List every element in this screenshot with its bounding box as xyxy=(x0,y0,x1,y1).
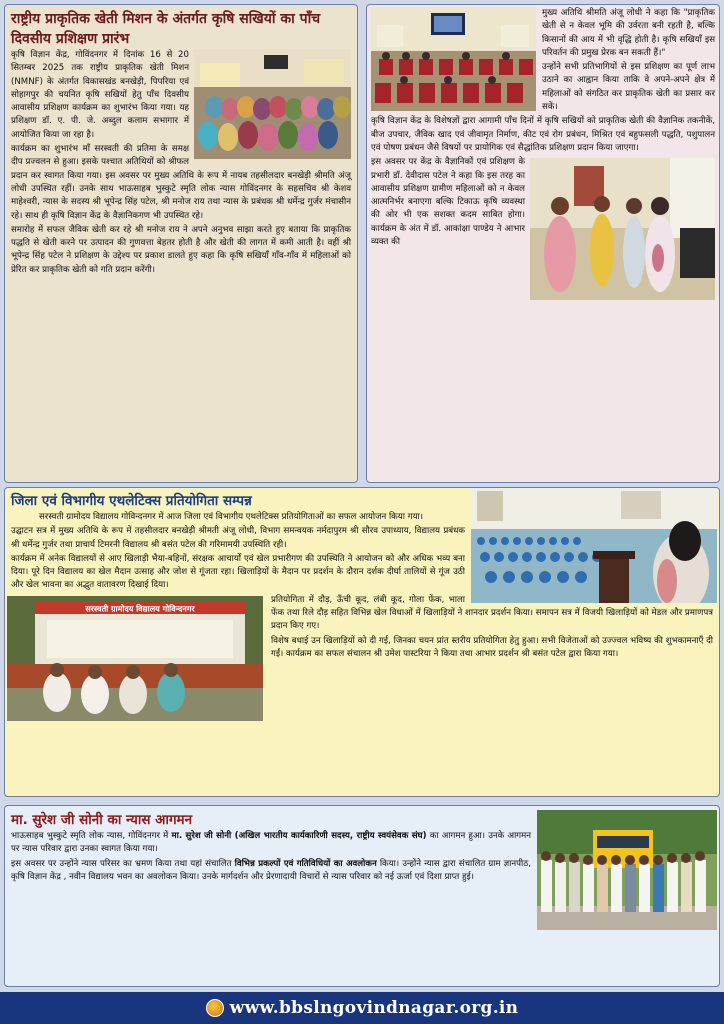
paragraph: कार्यक्रम का शुभारंभ माँ सरस्वती की प्रतिमा के समक्ष दीप प्रज्वलन से हुआ। इसके पश्चात अतिथियों को श्रीफल प्रदान कर स्वागत किया गया। इस अवसर पर मुख्य अतिथि के रूप में नायब तहसीलदार बनखेड़ी श्रीमति अंजू लोधी उपस्थित रहीं। उनके साथ भाऊसाहब भुस्कुटे स्मृति लोक न्यास गोविंदनगर के सहसचिव श्री केशव माहेश्वरी, न्यास के सदस्य श्री भूपेन्द्र सिंह पटेल, श्री मनोज राय तथा न्यास के प्रबंधक श्री धर्मेन्द्र गुर्जर मंचासीन रहे। साथ ही कृषि विज्ञान केंद्र के वैज्ञानिकगण भी उपस्थित रहे। xyxy=(11,144,351,221)
paragraph: उन्होंने सभी प्रतिभागियों से इस प्रशिक्षण का पूर्ण लाभ उठाने का आह्वान किया ताकि वे अपने-अपने क्षेत्र में महिलाओं को संगठित कर प्राकृतिक खेती का प्रसार कर सकें। xyxy=(542,62,715,113)
paragraph: कृषि विज्ञान केंद्र के विशेषज्ञों द्वारा आगामी पाँच दिनों में कृषि सखियों को प्राकृतिक खेती की वैज्ञानिक तकनीकें, बीज उपचार, जैविक खाद एवं जीवामृत निर्माण, कीट एवं रोग प्रबंधन, मिश्रित एवं बहुफसली पद्धति, पशुपालन एवं पोषण प्रबंधन जैसे विषयों पर प्रायोगिक एवं सैद्धांतिक प्रशिक्षण प्रदान किया जाएगा। xyxy=(371,116,715,153)
website-link[interactable]: www.bbslngovindnagar.org.in xyxy=(229,998,519,1018)
banner-text: सरस्वती ग्रामोदय विद्यालय गोविन्दनगर xyxy=(85,604,195,614)
suresh-soni-visit-article xyxy=(4,805,720,987)
paragraph: विशेष बधाई उन खिलाड़ियों को दी गई, जिनका चयन प्रांत स्तरीय प्रतियोगिता हेतु हुआ। सभी विजेताओं को उज्ज्वल भविष्य की शुभकामनाएँ दी गईं। कार्यक्रम का सफल संचालन श्री उमेश पास्टरिया ने किया तथा आभार प्रदर्शन श्री बसंत पटेल द्वारा किया गया। xyxy=(271,635,713,659)
seminar-audience-photo xyxy=(371,7,536,111)
paragraph: सरस्वती ग्रामोदय विद्यालय गोविन्दनगर में आज जिला एवं विभागीय एथलेटिक्स प्रतियोगिताओं का सफल आयोजन किया गया। xyxy=(39,512,424,522)
paragraph: प्रतियोगिता में दौड़, ऊँची कूद, लंबी कूद, गोला फेंक, भाला फेंक तथा रिले दौड़ सहित विभिन्न खेल विधाओं में खिलाड़ियों ने शानदार प्रदर्शन किया। समापन सत्र में विजयी खिलाड़ियों को मेडल और प्रमाणपत्र प्रदान किए गए। xyxy=(271,594,713,632)
text-segment: इस अवसर पर उन्होंने न्यास परिसर का भ्रमण किया तथा यहां संचालित xyxy=(11,858,235,869)
text-segment: का आगमन हुआ। उनके आगमन पर न्यास परिवार द्वारा उनका स्वागत किया गया। xyxy=(11,831,531,855)
article-heading: राष्ट्रीय प्राकृतिक खेती मिशन के अंतर्गत कृषि सखियों का पाँच दिवसीय प्रशिक्षण प्रारंभ xyxy=(11,11,321,47)
paragraph: मुख्य अतिथि श्रीमति अंजू लोधी ने कहा कि "प्राकृतिक खेती से न केवल भूमि की उर्वरता बनी रहती है, बल्कि किसानों की आय में भी वृद्धि होती है। कृषि सखियाँ इस परिवर्तन की प्रमुख प्रेरक बन सकती हैं।" xyxy=(542,8,715,58)
globe-icon xyxy=(206,999,224,1017)
article-body xyxy=(11,49,351,277)
athletics-competition-article xyxy=(4,487,720,797)
highlight-text: विभिन्न प्रकल्पों एवं गतिविधियों का अवलोकन xyxy=(234,858,377,869)
guest-felicitation-photo xyxy=(530,158,715,300)
text-segment: भाऊसाहब भुस्कुटे स्मृति लोक न्यास, गोविंदनगर में xyxy=(11,831,172,841)
paragraph: उद्घाटन सत्र में मुख्य अतिथि के रूप में तहसीलदार बनखेड़ी श्रीमती अंजू लोधी, विभाग समन्वयक नर्मदापुरम श्री सौरव उपाध्याय, विद्यालय प्रबंधक श्री धर्मेन्द्र गुर्जर तथा प्राचार्य टिमरनी विद्यालय श्री बसंत पटेल की गरिमामयी उपस्थिति रही। xyxy=(11,526,465,550)
paragraph: कार्यक्रम में अनेक विद्यालयों से आए खिलाड़ी भैया-बहिनों, संरक्षक आचार्यों एवं खेल प्रभारीगण की उपस्थिति ने आयोजन को और अधिक भव्य बना दिया। पूरे दिन विद्यालय का खेल मैदान उत्साह और जोश से गूंजता रहा। खिलाड़ियों के मैदान पर प्रदर्शन के दौरान दर्शक दीर्घा तालियों से गूंज उठी और खेल भावना का अद्भुत वातावरण दिखाई दिया। xyxy=(11,553,465,591)
training-hall-photo xyxy=(194,49,351,159)
paragraph: कृषि विज्ञान केंद्र, गोविंदनगर में दिनांक 16 से 20 सितम्बर 2025 तक राष्ट्रीय प्राकृतिक खेती मिशन (NMNF) के अंतर्गत विकासखंड बनखेड़ी, पिपरिया एवं सोहागपुर की चयनित कृषि सखियों हेतु पाँच दिवसीय आवासीय प्रशिक्षण कार्यक्रम का शुभारंभ किया गया। यह प्रशिक्षण डॉ. ए. पी. जे. अब्दुल कलाम सभागार में आयोजित किया जा रहा है। xyxy=(11,50,189,140)
article-body xyxy=(371,7,715,249)
athletics-assembly-photo xyxy=(471,487,717,603)
paragraph: समारोह में सफल जैविक खेती कर रहे श्री मनोज राय ने अपने अनुभव साझा करते हुए बताया कि प्राकृतिक पद्धति से खेती करने पर उत्पादन की गुणवत्ता बेहतर होती है और खेती की लागत में कमी आती है। वहीं श्री भूपेन्द्र सिंह पटेल ने प्रशिक्षण के उद्देश्य पर प्रकाश डालते हुए कहा कि कृषि सखियाँ गाँव-गाँव में महिलाओं को प्रेरित कर प्राकृतिक खेती को गति प्रदान करेंगी। xyxy=(11,224,351,275)
training-article-continued xyxy=(366,4,720,483)
natural-farming-training-article xyxy=(4,4,358,483)
paragraph: इस अवसर पर केंद्र के वैज्ञानिकों एवं प्रशिक्षण के प्रभारी डॉ. देवीदास पटेल ने कहा कि इस तरह का आवासीय प्रशिक्षण ग्रामीण महिलाओं को न केवल आत्मनिर्भर बनाएगा बल्कि टिकाऊ कृषि व्यवस्था की ओर भी एक सशक्त कदम साबित होगा। कार्यक्रम के अंत में डॉ. आकांक्षा पाण्डेय ने आभार व्यक्त की xyxy=(371,157,525,248)
article-heading: मा. सुरेश जी सोनी का न्यास आगमन xyxy=(11,812,193,828)
group-photo-with-bus xyxy=(537,810,717,930)
guest-designation: मा. सुरेश जी सोनी (अखिल भारतीय कार्यकारिणी सदस्य, राष्ट्रीय स्वयंसेवक संघ) xyxy=(171,831,427,841)
dignitaries-on-stage-photo xyxy=(7,596,263,721)
article-heading: जिला एवं विभागीय एथलेटिक्स प्रतियोगिता सम्पन्न xyxy=(11,493,252,509)
text-segment: किया। उन्होंने न्यास द्वारा संचालित ग्राम ज्ञानपीठ, कृषि विज्ञान केंद्र , नवीन विद्यालय भवन का अवलोकन किया। उनके मार्गदर्शन और प्रेरणादायी विचारों से न्यास परिवार को नई ऊर्जा एवं दिशा प्राप्त हुई। xyxy=(11,858,531,882)
footer-bar xyxy=(0,992,724,1024)
